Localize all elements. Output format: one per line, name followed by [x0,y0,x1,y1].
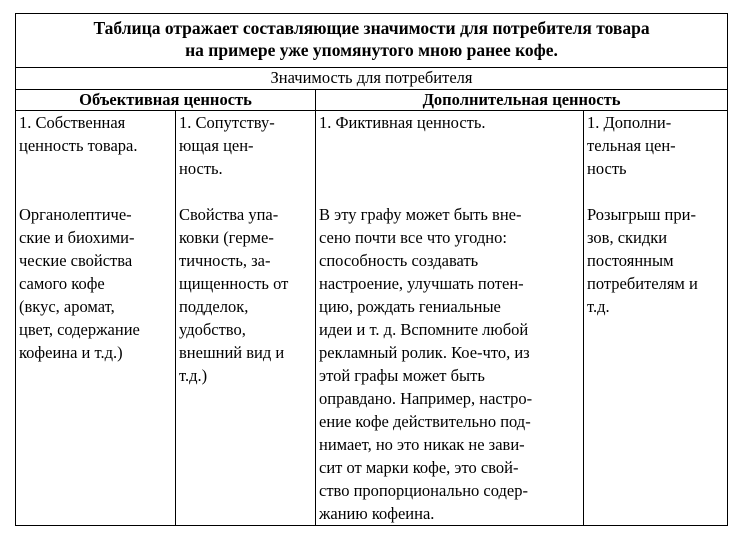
table-title-line-2: на примере уже упомянутого мною ранее кофе. [185,40,558,60]
cell-body-line: цвет, содержание [19,320,140,339]
cell-heading-line: ценность товара. [19,136,138,155]
value-components-table [15,13,728,526]
cell-body-line: Свойства упа- [179,205,279,224]
cell-body-line: нимает, но это никак не зави- [319,435,525,454]
cell-body-line: потребителям и [587,274,698,293]
cell-body-line: удобство, [179,320,246,339]
blank-line [319,157,581,180]
cell-body-line: т.д.) [179,366,208,385]
blank-line [179,180,313,203]
content-row [16,111,728,526]
cell-heading-line: 1. Собственная [19,113,126,132]
cell-body-line: зов, скидки [587,228,668,247]
group-header-row [16,90,728,111]
cell-body-line: оправдано. Например, настро- [319,389,533,408]
cell-body-line: (вкус, аромат, [19,297,115,316]
cell-heading-line: 1. Дополни- [587,113,672,132]
cell-body-line: Органолептиче- [19,205,132,224]
blank-line [19,157,173,180]
cell-extra-value [584,111,728,526]
header-additional-value: Дополнительная ценность [316,90,728,111]
cell-body-line: способность создавать [319,251,479,270]
title-row [16,14,728,68]
cell-body-line: внешний вид и [179,343,285,362]
table-title [16,14,728,68]
cell-accompanying-value [176,111,316,526]
blank-line [587,180,725,203]
cell-body-line: цию, рождать гениальные [319,297,501,316]
cell-body-line: кофеина и т.д.) [19,343,123,362]
cell-heading-line: ность. [179,159,223,178]
cell-body-line: идеи и т. д. Вспомните любой [319,320,529,339]
blank-line [319,180,581,203]
cell-body-line: сено почти все что угодно: [319,228,507,247]
header-objective-value: Объективная ценность [16,90,316,111]
cell-body-line: этой графы может быть [319,366,485,385]
cell-body-line: ковки (герме- [179,228,274,247]
cell-body-line: щищенность от [179,274,289,293]
cell-body-line: В эту графу может быть вне- [319,205,522,224]
cell-fictitious-value [316,111,584,526]
cell-body-line: настроение, улучшать потен- [319,274,524,293]
cell-heading-line: 1. Сопутству- [179,113,275,132]
blank-line [319,134,581,157]
cell-body-line: Розыгрыш при- [587,205,696,224]
cell-body-line: ческие свойства [19,251,133,270]
cell-body-line: ские и биохими- [19,228,135,247]
table-title-line-1: Таблица отражает составляющие значимости для потребителя товара [93,18,650,38]
cell-body-line: ство пропорционально содер- [319,481,528,500]
cell-body-line: тичность, за- [179,251,271,270]
cell-heading-line: 1. Фиктивная ценность. [319,113,486,132]
cell-body-line: подделок, [179,297,249,316]
table-subtitle: Значимость для потребителя [16,68,728,90]
cell-heading-line: ность [587,159,627,178]
cell-body-line: сит от марки кофе, это свой- [319,458,519,477]
cell-heading-line: тельная цен- [587,136,676,155]
cell-body-line: рекламный ролик. Кое-что, из [319,343,530,362]
subtitle-row [16,68,728,90]
cell-heading-line: ющая цен- [179,136,254,155]
cell-body-line: т.д. [587,297,610,316]
cell-body-line: постоянным [587,251,674,270]
cell-body-line: ение кофе действительно под- [319,412,531,431]
cell-own-value [16,111,176,526]
blank-line [19,180,173,203]
cell-body-line: самого кофе [19,274,105,293]
cell-body-line: жанию кофеина. [319,504,435,523]
